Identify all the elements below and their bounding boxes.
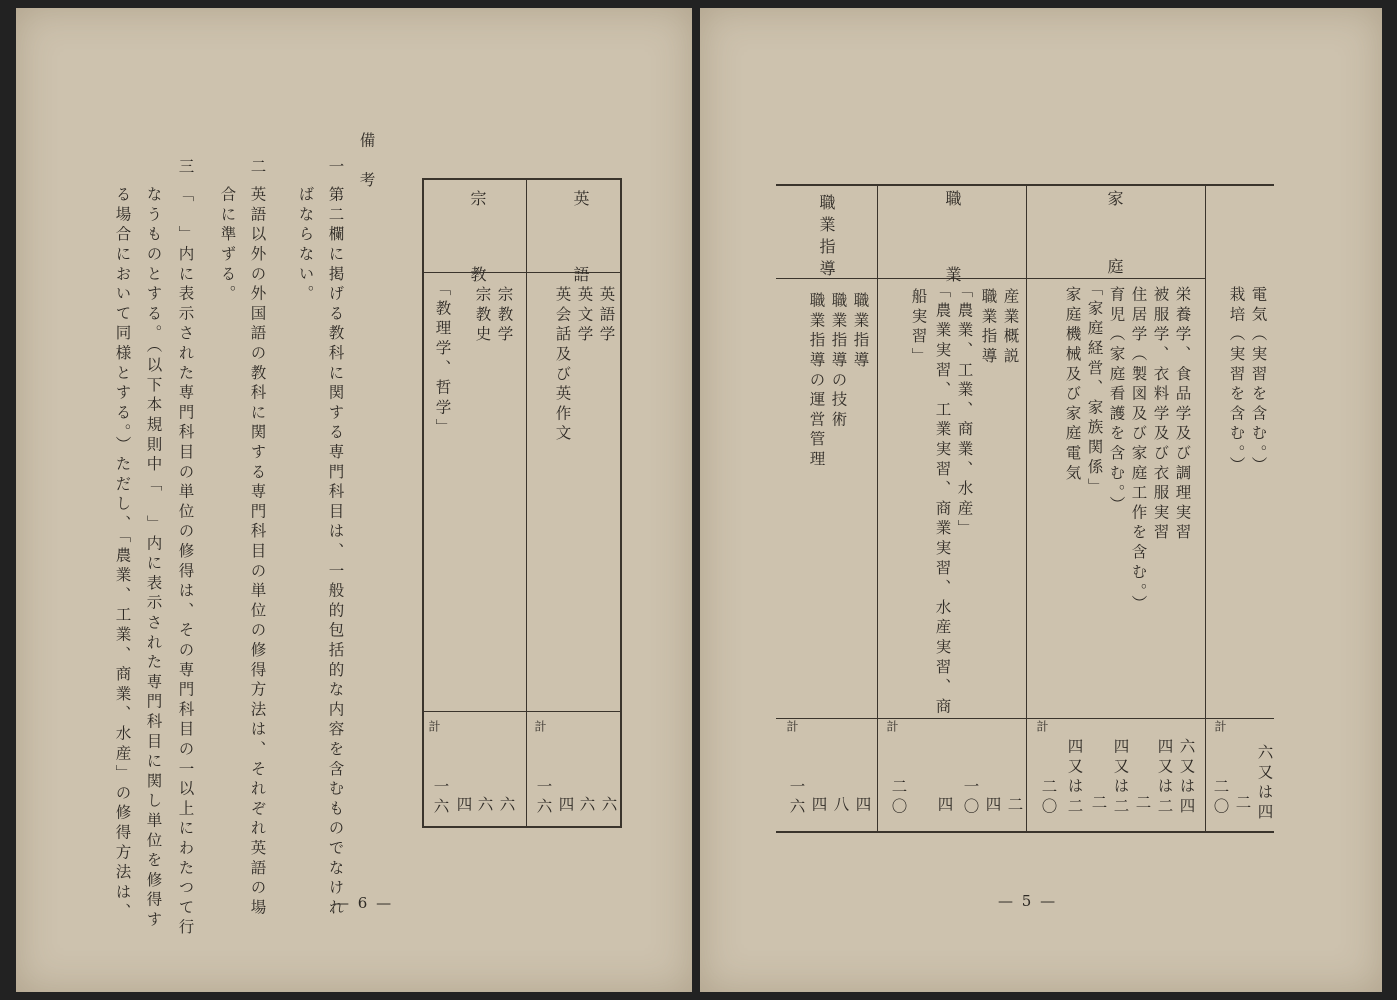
total-label-home: 計: [1035, 720, 1049, 737]
total-label-col1: 計: [1213, 720, 1227, 737]
credit-home-5: 二: [1089, 794, 1108, 814]
credit-guidance-1: 四: [853, 796, 872, 816]
credit-english-1: 六: [599, 796, 618, 816]
course-guidance-3: 職業指導の運営管理: [807, 292, 826, 471]
credit-col1-2: 二: [1233, 794, 1252, 814]
remark-2-line-2: 合に準ずる。: [218, 186, 237, 305]
course-home-3: 住居学（製図及び家庭工作を含む。）: [1129, 286, 1148, 615]
column-home-subject: 家 庭: [1105, 190, 1124, 292]
course-home-5: 「家庭経営、家族関係」: [1085, 280, 1104, 498]
remark-1-marker: 一: [326, 158, 345, 178]
credit-religion-total: 一六: [431, 778, 450, 818]
course-home-2: 被服学、衣料学及び衣服実習: [1151, 286, 1170, 544]
course-col1-2: 栽培（実習を含む。）: [1227, 286, 1246, 477]
credit-religion-2: 六: [475, 796, 494, 816]
credit-home-3: 二: [1133, 794, 1152, 814]
course-vocation-2: 職業指導: [979, 288, 998, 368]
course-religion-1: 宗教学: [495, 286, 514, 346]
credit-home-6: 四又は二: [1065, 738, 1084, 818]
credit-guidance-2: 八: [831, 796, 850, 816]
credit-vocation-4: 四: [935, 796, 954, 816]
course-english-3: 英会話及び英作文: [553, 286, 572, 445]
page-number-right: — 5 —: [998, 892, 1058, 910]
credit-vocation-2: 四: [983, 796, 1002, 816]
course-col1-1: 電気（実習を含む。）: [1249, 286, 1268, 477]
remarks-heading: 備 考: [357, 132, 376, 192]
page-number-left: — 6 —: [334, 894, 394, 912]
credit-home-2: 四又は二: [1155, 738, 1174, 818]
column-english-subject: 英 語: [571, 190, 590, 304]
remark-2-line-1: 英語以外の外国語の教科に関する専門科目の単位の修得方法は、それぞれ英語の場: [248, 186, 267, 919]
credit-religion-1: 六: [497, 796, 516, 816]
course-home-4: 育児（家庭看護を含む。）: [1107, 286, 1126, 516]
credit-home-4: 四又は二: [1111, 738, 1130, 818]
credit-vocation-3: 一〇: [961, 778, 980, 818]
credit-religion-3: 四: [454, 796, 473, 816]
course-english-2: 英文学: [575, 286, 594, 346]
right-page: [700, 8, 1382, 992]
column-vocation-subject: 職 業: [943, 190, 962, 304]
course-vocation-4: 「農業実習、工業実習、商業実習、水産実習、商: [933, 282, 952, 718]
total-label-religion: 計: [427, 720, 441, 737]
remark-3-line-1: 「 」内に表示された専門科目の単位の修得は、その専門科目の一以上にわたつて行: [176, 186, 195, 939]
credit-english-2: 六: [577, 796, 596, 816]
remark-3-line-3: る場合において同様とする。）ただし、「農業、工業、商業、水産」の修得方法は、: [113, 186, 132, 923]
remark-3-marker: 三: [176, 158, 195, 178]
course-vocation-5: 船実習」: [909, 288, 928, 368]
course-home-1: 栄養学、食品学及び調理実習: [1173, 286, 1192, 544]
credit-guidance-3: 四: [809, 796, 828, 816]
total-label-vocation: 計: [885, 720, 899, 737]
total-label-english: 計: [533, 720, 547, 737]
remark-1-line-1: 第二欄に掲げる教科に関する専門科目は、一般的包括的な内容を含むものでなけれ: [326, 186, 345, 919]
remark-3-line-2: なうものとする。（以下本規則中「 」内に表示された専門科目に関し単位を修得す: [144, 186, 163, 931]
credit-english-3: 四: [556, 796, 575, 816]
course-vocation-1: 産業概説: [1001, 288, 1020, 368]
left-page: [16, 8, 692, 992]
course-english-1: 英語学: [597, 286, 616, 346]
column-guidance-subject: 職業指導: [817, 194, 836, 282]
course-religion-3: 「教理学、哲学」: [433, 280, 452, 439]
credit-guidance-total: 一六: [787, 778, 806, 818]
course-guidance-1: 職業指導: [851, 292, 870, 372]
course-religion-2: 宗教史: [473, 286, 492, 346]
course-vocation-3: 「農業、工業、商業、水産」: [955, 282, 974, 540]
remark-1-line-2: ばならない。: [296, 186, 315, 305]
remark-2-marker: 二: [248, 158, 267, 178]
course-home-6: 家庭機械及び家庭電気: [1063, 286, 1082, 484]
credit-col1-total: 二〇: [1211, 778, 1230, 818]
total-label-guidance: 計: [785, 720, 799, 737]
course-guidance-2: 職業指導の技術: [829, 292, 848, 431]
credit-col1-1: 六又は四: [1255, 744, 1274, 824]
credit-home-1: 六又は四: [1177, 738, 1196, 818]
credit-vocation-1: 二: [1005, 796, 1024, 816]
credit-english-total: 一六: [534, 778, 553, 818]
credit-vocation-total: 二〇: [889, 778, 908, 818]
column-religion-subject: 宗 教: [468, 190, 487, 304]
credit-home-total: 二〇: [1039, 778, 1058, 818]
